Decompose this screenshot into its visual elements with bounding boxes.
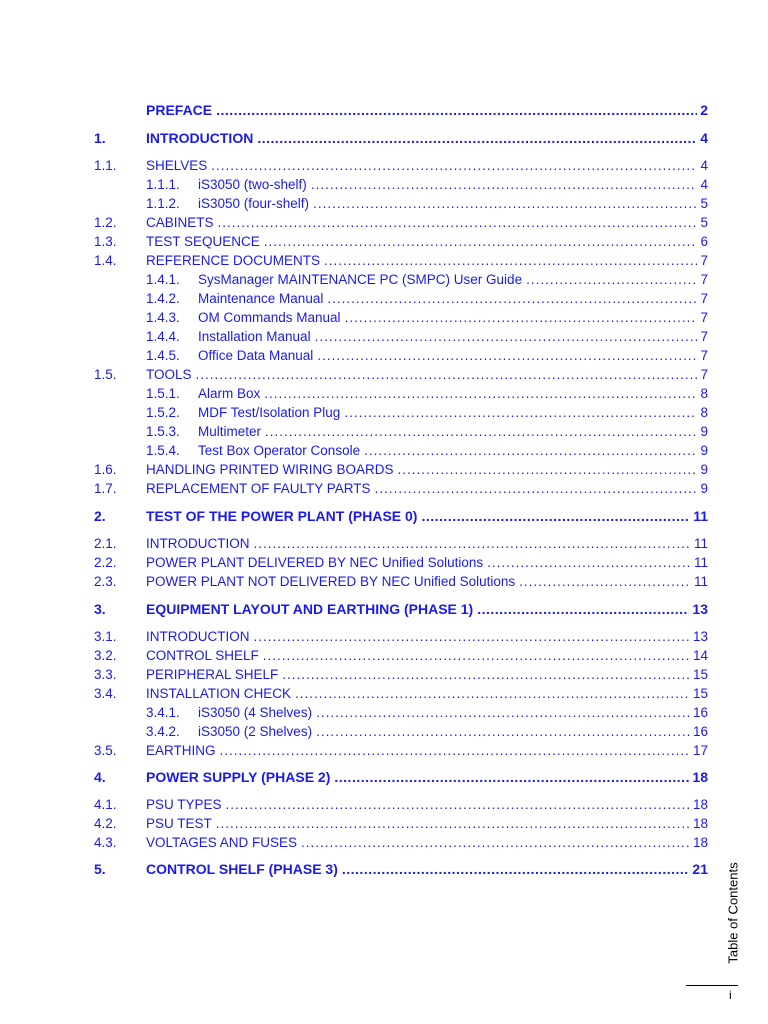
toc-entry-page: 7	[700, 367, 708, 382]
toc-entry[interactable]	[0, 101, 768, 120]
toc-entry-page: 13	[692, 601, 708, 617]
toc-entry-number: 2.	[94, 508, 106, 524]
sidebar-label-text: Table of Contents	[725, 861, 741, 964]
sidebar-section-label	[723, 855, 743, 970]
toc-dot-leader	[216, 814, 690, 833]
toc-entry-leader-line	[146, 684, 708, 703]
toc-entry-page: 7	[700, 348, 708, 363]
toc-entry-number: 1.	[94, 130, 106, 146]
toc-entry-title: SHELVES	[146, 158, 208, 173]
toc-dot-leader	[265, 422, 697, 441]
toc-entry-title: REFERENCE DOCUMENTS	[146, 253, 321, 268]
toc-entry[interactable]	[0, 346, 768, 365]
toc-entry[interactable]	[0, 703, 768, 722]
toc-dot-leader	[254, 627, 690, 646]
toc-entry-title: PSU TYPES	[146, 797, 222, 812]
toc-entry-leader-line	[146, 860, 708, 879]
toc-entry-page: 7	[700, 310, 708, 325]
toc-entry-page: 2	[700, 102, 708, 118]
toc-entry-number: 1.4.	[94, 253, 117, 268]
toc-entry-page: 9	[700, 462, 708, 477]
toc-entry-number: 1.6.	[94, 462, 117, 477]
toc-entry[interactable]	[0, 289, 768, 308]
toc-entry-number: 4.	[94, 769, 106, 785]
toc-entry-title: HANDLING PRINTED WIRING BOARDS	[146, 462, 394, 477]
toc-dot-leader	[301, 833, 690, 852]
toc-entry-number: 3.4.2.	[146, 724, 180, 739]
toc-entry-title: OM Commands Manual	[198, 310, 341, 325]
toc-entry-number: 4.1.	[94, 797, 117, 812]
toc-entry[interactable]	[0, 270, 768, 289]
toc-entry-page: 5	[700, 215, 708, 230]
toc-entry-number: 1.5.4.	[146, 443, 180, 458]
toc-entry-leader-line	[146, 534, 708, 553]
toc-entry-number: 3.1.	[94, 629, 117, 644]
toc-entry-title: TEST SEQUENCE	[146, 234, 260, 249]
toc-dot-leader	[526, 270, 697, 289]
toc-dot-leader	[295, 684, 690, 703]
toc-entry[interactable]	[0, 795, 768, 814]
toc-dot-leader	[220, 741, 690, 760]
toc-entry-page: 18	[692, 816, 708, 831]
toc-entry[interactable]	[0, 553, 768, 572]
toc-entry[interactable]	[0, 251, 768, 270]
toc-entry-leader-line	[146, 665, 708, 684]
toc-entry-title: Office Data Manual	[198, 348, 314, 363]
toc-entry[interactable]	[0, 646, 768, 665]
toc-entry-page: 18	[692, 835, 708, 850]
toc-dot-leader	[311, 175, 698, 194]
toc-entry-page: 9	[700, 481, 708, 496]
toc-entry-number: 2.1.	[94, 536, 117, 551]
toc-entry-leader-line	[146, 251, 708, 270]
toc-entry-title: Test Box Operator Console	[198, 443, 361, 458]
toc-entry[interactable]	[0, 507, 768, 526]
toc-dot-leader	[264, 232, 698, 251]
toc-entry-leader-line	[198, 441, 708, 460]
toc-dot-leader	[487, 553, 691, 572]
toc-entry-leader-line	[146, 156, 708, 175]
toc-dot-leader	[317, 346, 697, 365]
toc-dot-leader	[218, 213, 698, 232]
toc-dot-leader	[254, 534, 691, 553]
toc-entry-title: POWER SUPPLY (PHASE 2)	[146, 769, 331, 785]
toc-entry-leader-line	[146, 814, 708, 833]
toc-entry[interactable]	[0, 384, 768, 403]
footer-rule	[686, 985, 738, 986]
toc-entry-title: TOOLS	[146, 367, 192, 382]
toc-entry-leader-line	[198, 327, 708, 346]
toc-entry-leader-line	[198, 422, 708, 441]
toc-entry-page: 13	[692, 629, 708, 644]
toc-entry-title: VOLTAGES AND FUSES	[146, 835, 298, 850]
toc-dot-leader	[345, 308, 698, 327]
toc-entry-page: 9	[700, 424, 708, 439]
toc-entry[interactable]	[0, 860, 768, 879]
toc-entry[interactable]	[0, 403, 768, 422]
toc-entry[interactable]	[0, 768, 768, 787]
toc-entry-number: 1.2.	[94, 215, 117, 230]
toc-entry-title: iS3050 (2 Shelves)	[198, 724, 313, 739]
toc-entry[interactable]	[0, 741, 768, 760]
toc-entry-number: 3.5.	[94, 743, 117, 758]
toc-entry-leader-line	[146, 833, 708, 852]
toc-entry-title: INSTALLATION CHECK	[146, 686, 292, 701]
toc-entry-title: INTRODUCTION	[146, 130, 254, 146]
toc-entry-title: INTRODUCTION	[146, 536, 250, 551]
toc-entry-page: 21	[692, 861, 708, 877]
toc-entry-leader-line	[146, 627, 708, 646]
toc-entry[interactable]	[0, 600, 768, 619]
toc-entry-page: 5	[700, 196, 708, 211]
toc-entry-page: 11	[693, 555, 708, 570]
toc-entry-number: 2.2.	[94, 555, 117, 570]
toc-entry[interactable]	[0, 479, 768, 498]
toc-entry-number: 1.3.	[94, 234, 117, 249]
toc-entry-title: CONTROL SHELF	[146, 648, 259, 663]
toc-dot-leader	[342, 860, 690, 879]
toc-dot-leader	[257, 129, 697, 148]
toc-entry-leader-line	[146, 768, 708, 787]
toc-dot-leader	[316, 703, 690, 722]
toc-entry[interactable]	[0, 308, 768, 327]
toc-entry-number: 1.5.	[94, 367, 117, 382]
toc-entry-page: 15	[692, 686, 708, 701]
toc-entry-leader-line	[146, 129, 708, 148]
toc-entry-page: 11	[693, 536, 708, 551]
toc-entry-leader-line	[146, 795, 708, 814]
toc-entry-number: 1.1.1.	[146, 177, 180, 192]
toc-entry-leader-line	[198, 703, 708, 722]
toc-entry-title: Alarm Box	[198, 386, 261, 401]
toc-entry[interactable]	[0, 327, 768, 346]
toc-entry-page: 7	[700, 291, 708, 306]
toc-entry[interactable]	[0, 441, 768, 460]
toc-dot-leader	[421, 507, 690, 526]
toc-entry[interactable]	[0, 722, 768, 741]
toc-entry-page: 17	[692, 743, 708, 758]
toc-entry-page: 4	[700, 130, 708, 146]
toc-entry-title: TEST OF THE POWER PLANT (PHASE 0)	[146, 508, 418, 524]
toc-entry-title: Installation Manual	[198, 329, 311, 344]
toc-dot-leader	[313, 194, 697, 213]
toc-entry-page: 7	[700, 253, 708, 268]
toc-entry-title: PERIPHERAL SHELF	[146, 667, 279, 682]
toc-entry-page: 7	[700, 272, 708, 287]
toc-dot-leader	[477, 600, 689, 619]
toc-entry-number: 2.3.	[94, 574, 117, 589]
toc-entry-number: 1.5.2.	[146, 405, 180, 420]
toc-entry-number: 3.2.	[94, 648, 117, 663]
toc-entry[interactable]	[0, 365, 768, 384]
toc-entry[interactable]	[0, 175, 768, 194]
toc-dot-leader	[263, 646, 690, 665]
toc-entry[interactable]	[0, 665, 768, 684]
toc-entry-title: CONTROL SHELF (PHASE 3)	[146, 861, 338, 877]
toc-entry-title: POWER PLANT NOT DELIVERED BY NEC Unified Solutions	[146, 574, 516, 589]
toc-entry-leader-line	[146, 479, 708, 498]
toc-entry-title: EQUIPMENT LAYOUT AND EARTHING (PHASE 1)	[146, 601, 474, 617]
toc-entry-number: 3.4.	[94, 686, 117, 701]
toc-entry-title: PSU TEST	[146, 816, 212, 831]
toc-entry-number: 1.5.3.	[146, 424, 180, 439]
toc-entry-leader-line	[198, 289, 708, 308]
toc-entry-title: INTRODUCTION	[146, 629, 250, 644]
toc-entry-page: 11	[693, 574, 708, 589]
toc-entry-number: 1.4.5.	[146, 348, 180, 363]
toc-entry-leader-line	[146, 507, 708, 526]
toc-entry[interactable]	[0, 194, 768, 213]
toc-entry-page: 14	[692, 648, 708, 663]
toc-dot-leader	[196, 365, 698, 384]
toc-entry[interactable]	[0, 572, 768, 591]
toc-entry-number: 1.4.4.	[146, 329, 180, 344]
toc-entry-number: 4.3.	[94, 835, 117, 850]
toc-entry-leader-line	[146, 232, 708, 251]
toc-dot-leader	[315, 327, 698, 346]
toc-entry-page: 18	[692, 769, 708, 785]
toc-dot-leader	[327, 289, 697, 308]
toc-dot-leader	[211, 156, 697, 175]
toc-entry-title: iS3050 (two-shelf)	[198, 177, 307, 192]
toc-entry-title: CABINETS	[146, 215, 214, 230]
toc-entry[interactable]	[0, 422, 768, 441]
toc-entry-number: 1.1.	[94, 158, 117, 173]
toc-entry-page: 16	[692, 705, 708, 720]
toc-entry-title: PREFACE	[146, 102, 213, 118]
toc-entry-leader-line	[146, 572, 708, 591]
toc-entry-number: 3.4.1.	[146, 705, 180, 720]
toc-entry-page: 7	[700, 329, 708, 344]
toc-entry-leader-line	[146, 365, 708, 384]
toc-entry[interactable]	[0, 156, 768, 175]
toc-entry-title: Maintenance Manual	[198, 291, 324, 306]
toc-entry-title: SysManager MAINTENANCE PC (SMPC) User Guide	[198, 272, 523, 287]
toc-dot-leader	[282, 665, 690, 684]
toc-dot-leader	[334, 768, 689, 787]
toc-entry[interactable]	[0, 833, 768, 852]
toc-dot-leader	[264, 384, 697, 403]
toc-entry-number: 5.	[94, 861, 106, 877]
toc-entry[interactable]	[0, 232, 768, 251]
toc-entry-leader-line	[146, 741, 708, 760]
toc-dot-leader	[375, 479, 698, 498]
toc-entry-leader-line	[198, 403, 708, 422]
toc-dot-leader	[324, 251, 697, 270]
toc-entry[interactable]	[0, 460, 768, 479]
toc-entry-number: 3.3.	[94, 667, 117, 682]
toc-dot-leader	[226, 795, 690, 814]
toc-entry-number: 1.4.2.	[146, 291, 180, 306]
toc-entry-page: 8	[700, 405, 708, 420]
toc-entry[interactable]	[0, 684, 768, 703]
toc-entry-page: 4	[700, 158, 708, 173]
toc-entry[interactable]	[0, 129, 768, 148]
toc-entry-number: 3.	[94, 601, 106, 617]
toc-entry-title: POWER PLANT DELIVERED BY NEC Unified Solutions	[146, 555, 484, 570]
toc-entry[interactable]	[0, 627, 768, 646]
toc-entry-number: 1.4.1.	[146, 272, 180, 287]
toc-entry-title: EARTHING	[146, 743, 216, 758]
toc-entry-title: iS3050 (four-shelf)	[198, 196, 310, 211]
toc-entry-page: 11	[693, 508, 708, 524]
page-number: i	[729, 988, 732, 1002]
toc-entry[interactable]	[0, 534, 768, 553]
toc-entry-leader-line	[146, 213, 708, 232]
toc-entry-number: 1.7.	[94, 481, 117, 496]
toc-entry-page: 15	[692, 667, 708, 682]
toc-entry-leader-line	[146, 101, 708, 120]
toc-entry-number: 1.1.2.	[146, 196, 180, 211]
toc-entry-leader-line	[198, 346, 708, 365]
toc-entry-leader-line	[146, 460, 708, 479]
toc-entry-leader-line	[198, 308, 708, 327]
toc-entry-page: 4	[700, 177, 708, 192]
toc-dot-leader	[364, 441, 697, 460]
toc-entry-page: 6	[700, 234, 708, 249]
toc-entry-leader-line	[198, 722, 708, 741]
toc-entry-number: 4.2.	[94, 816, 117, 831]
toc-entry-leader-line	[146, 646, 708, 665]
toc-entry-title: Multimeter	[198, 424, 262, 439]
toc-entry-page: 9	[700, 443, 708, 458]
toc-entry-title: REPLACEMENT OF FAULTY PARTS	[146, 481, 371, 496]
toc-entry-page: 18	[692, 797, 708, 812]
toc-entry-leader-line	[146, 600, 708, 619]
toc-dot-leader	[519, 572, 691, 591]
toc-dot-leader	[216, 101, 697, 120]
toc-entry-leader-line	[198, 384, 708, 403]
toc-entry-page: 8	[700, 386, 708, 401]
toc-dot-leader	[344, 403, 697, 422]
toc-entry-leader-line	[146, 553, 708, 572]
toc-entry-leader-line	[198, 175, 708, 194]
toc-entry[interactable]	[0, 213, 768, 232]
toc-entry-leader-line	[198, 194, 708, 213]
toc-entry-title: MDF Test/Isolation Plug	[198, 405, 341, 420]
toc-dot-leader	[316, 722, 690, 741]
toc-entry[interactable]	[0, 814, 768, 833]
toc-entry-title: iS3050 (4 Shelves)	[198, 705, 313, 720]
toc-entry-leader-line	[198, 270, 708, 289]
toc-entry-number: 1.4.3.	[146, 310, 180, 325]
toc-entry-number: 1.5.1.	[146, 386, 180, 401]
toc-entry-page: 16	[692, 724, 708, 739]
toc-dot-leader	[398, 460, 698, 479]
